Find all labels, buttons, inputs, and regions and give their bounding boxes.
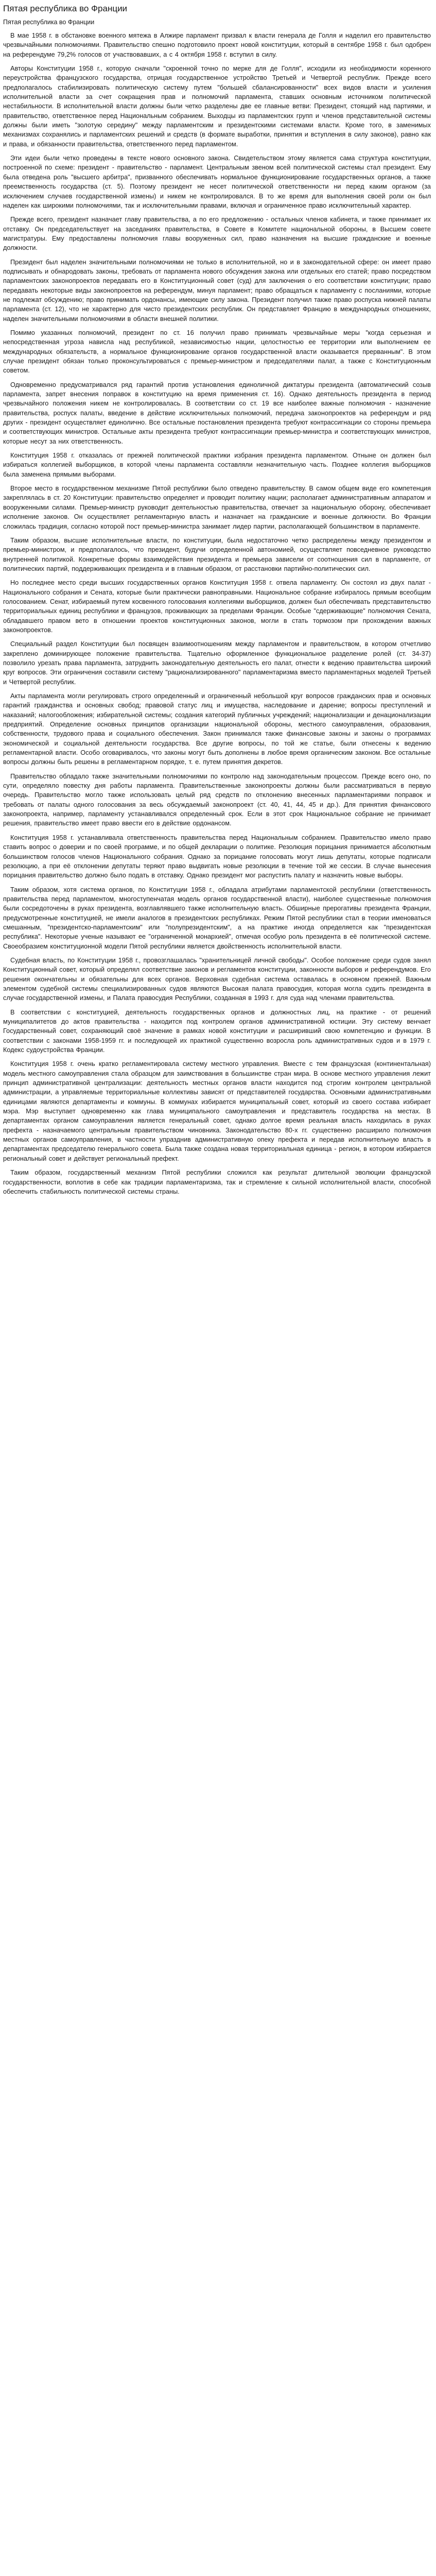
article-paragraph: Конституция 1958 г. отказалась от прежней политической практики избрания президента парламентом. Отныне он должен был избираться коллегией выборщиков, в которой члены парламента составляли незначительную часть. Позднее коллегия выборщиков была заменена прямыми выборами. [3,452,431,478]
article-paragraph: В мае 1958 г. в обстановке военного мятежа в Алжире парламент призвал к власти генерала де Голля и наделил его правительство чрезвычайными полномочиями. Правительство спешно подготовило проект новой конституции, который в сентябре 1958 г. был одобрен на референдуме 79,2% голосов от участвовавших, а с 4 октября 1958 г. вступил в силу. [3,32,431,58]
article-paragraph: Прежде всего, президент назначает главу правительства, а по его предложению - остальных членов кабинета, и также принимает их отставку. Он председательствует на заседаниях правительства, в Совете в Комитете национальной обороны, в Высшем совете магистратуры. Ему предоставлены полномочия главы вооруженных сил, право назначения на высшие гражданские и военные должности. [3,216,431,252]
article-paragraph: Авторы Конституции 1958 г., которую сначали "скроенной точно по мерке для де Голля", исходили из необходимости коренного переустройства французского государства, отрицая государственное устройство Третьей и Четвертой республик. Прежде всего предполагалось стабилизировать политическую систему путем "большей сбалансированности" всех видов власти и усиления исполнительной власти за счет сокращения прав и полномочий парламента, ставших основным источником политической нестабильности. В исполнительной власти должны были четко разделены две ее главные ветви: Президент, стоящий над партиями, и правительство, ответственное перед Национальным собранием. Выходцы из парламентских групп и членов представительной системы должны были иметь "золотую середину" между парламентским и президентскими системами власти. Кроме того, в заменимых механизмах сохранялись и парламентских решений и средств (в формате выработки, принятия и вступления в силу законов), равно как и права, и обязанности правительства, ответственного перед парламентом. [3,65,431,148]
article-paragraph: Конституция 1958 г. устанавливала ответственность правительства перед Национальным собранием. Правительство имело право ставить вопрос о доверии и по своей программе, и по общей декларации о политике. Резолюция порицания принимается абсолютным большинством голосов членов Национального собрания. Однако за порицание голосовать могут лишь депутаты, которые подписали резолюцию, а при её отклонении депутаты теряют право выдвигать новые резолюции в течение той же сессии. В случае вынесения порицания правительство должно было подать в отставку. Однако президент мог распустить палату и назначить новые выборы. [3,834,431,879]
article-paragraph: Президент был наделен значительными полномочиями не только в исполнительной, но и в законодательной сфере: он имеет право подписывать и обнародовать законы, требовать от парламента нового обсуждения закона или отдельных его статей; право посредством парламентских законопроектов передавать его в Конституционный совет (суд) для заключения о его соответствии конституции; право передавать некоторые виды законопроектов на референдум, минуя парламент; право обращаться к парламенту с посланиями, которые не подлежат обсуждению; право принимать ордонансы, имеющие силу закона. Президент получил также право роспуска нижней палаты парламента (ст. 12), что не характерно для чисто президентских республик. Он представляет Францию в международных отношениях, наделен значительными полномочиями в области внешней политики. [3,258,431,323]
article-paragraph: Таким образом, хотя система органов, по Конституции 1958 г., обладала атрибутами парламентской республики (ответственность правительства перед парламентом, многоступенчатая модель органов государственной власти), наиболее существенные полномочия были сосредоточены в руках президента, возглавлявшего также исполнительную власть. Обширные прерогативы президента Франции, предусмотренные конституцией, не имели аналогов в президентских республиках. Режим Пятой республики стал в теории именоваться смешанным, "президентско-парламентским" или "полупрезидентским", а на практике иногда определяется как "президентская республика". Некоторые ученые называют ее "ограниченной монархией", отмечая особую роль президента в её политической системе. Своеобразием конституционной модели Пятой республики является двойственность исполнительной власти. [3,886,431,950]
article-paragraph: Акты парламента могли регулировать строго определенный и ограниченный небольшой круг вопросов гражданских прав и основных гарантий гражданства и основных свобод; правовой статус лиц и имущества, наследование и дарение; вопросы преступлений и наказаний; налогообложения; избирательной системы; создания категорий публичных учреждений; национализации и денационализации предприятий. Определение основных принципов организации национальной обороны, местного самоуправления, образования, собственности, трудового права и социального обеспечения. Закон принимался также финансовые законы и законы о программах экономической и социальной деятельности государства. Все другие вопросы, по той же статье, были отнесены к ведению регламентарной власти. Особо оговаривалось, что законы могут быть дополнены в любое время органическим законом. Все остальные вопросы должны быть решены в регламентарном порядке, т. е. путем принятия декретов. [3,692,431,766]
article-paragraph: В соответствии с конституцией, деятельность государственных органов и должностных лиц, на практике - от решений муниципалитетов до актов правительства - находится под контролем органов административной юстиции. Эту систему венчает Государственный совет, сохраняющий своё значение в рамках новой конституции и расширивший свою компетенцию и функции. В соответствии с законами 1958-1959 гг. и последующей их практикой существенно возросла роль административных судов и в 1979 г. Кодекс судоустройства Франции. [3,1008,431,1054]
article-paragraph: Конституция 1958 г. очень кратко регламентировала систему местного управления. Вместе с тем французская (континентальная) модель местного самоуправления стала образцом для заимствования в большинстве стран мира. В основе местного управления лежит принцип административной централизации: деятельность местных органов власти находится под строгим контролем центральной администрации, а управляемые территориальные коллективы зависят от представителей государства. Основными административными единицами являются департаменты и коммуны. В коммунах избирается муниципальный совет, который из своего состава избирает мэра. Мэр выступает одновременно как глава муниципального самоуправления и представитель государства на местах. В департаментах органом самоуправления является генеральный совет, однако долгое время реальная власть находилась в руках префекта - назначаемого центральным правительством чиновника. Законодательство 80-х гг. существенно расширило полномочия местных органов самоуправления, в частности упразднив административную опеку префекта и передав исполнительную власть в департаментах председателю генерального совета. Была также создана новая территориальная единица - регион, в котором избирается региональный совет и действует региональный префект. [3,1060,431,1162]
article-paragraph: Второе место в государственном механизме Пятой республики было отведено правительству. В самом общем виде его компетенция закреплялась в ст. 20 Конституции: правительство определяет и проводит политику нации; располагает административным аппаратом и вооруженными силами. Премьер-министр руководит деятельностью правительства, отвечает за национальную оборону, обеспечивает исполнение законов. Он осуществляет регламентарную власть и назначает на гражданские и военные должности. Во Франции сложилась традиция, согласно которой пост премьер-министра занимает лидер партии, располагающей большинством в парламенте. [3,485,431,530]
article-paragraph: Таким образом, высшие исполнительные власти, по конституции, была недостаточно четко распределены между президентом и премьер-министром, и предполагалось, что президент, будучи определенной автономией, осуществляет повседневное руководство внутренней политикой. Конкретные формы взаимодействия президента и премьера зависели от соотношения сил в парламенте, от политических партий, поддерживающих президента и в главным образом, от расстановки партийно-политических сил. [3,536,431,572]
article-paragraph: Помимо указанных полномочий, президент по ст. 16 получил право принимать чрезвычайные меры "когда серьезная и непосредственная угроза нависла над республикой, независимостью нации, целостностью ее территории или выполнением ее международных обязательств, а нормальное функционирование органов государственной власти оказывается прерванным". В этом случае президент обязан только проконсультироваться с премьер-министром и председателями палат, а также с Конституционным советом. [3,329,431,375]
article [0,0,436,1207]
page-title: Пятая республика во Франции [3,4,128,13]
article-paragraph: Правительство обладало также значительными полномочиями по контролю над законодательным процессом. Прежде всего оно, по сути, определяло повестку дня работы парламента. Правительственные законопроекты должны были рассматриваться в первую очередь. Правительство могло также использовать целый ряд средств по отклонению внесенных парламентариями поправок и требовать от палаты одного голосования за весь обсуждаемый законопроект (ст. 40, 41, 44, 45 и др.). Для принятия финансового законопроекта, например, парламенту устанавливался определенный срок. Если в этот срок Национальное собрание не принимает решения, правительство имеет право ввести его в действие ордонансом. [3,772,431,827]
article-paragraph: Но последнее место среди высших государственных органов Конституция 1958 г. отвела парламенту. Он состоял из двух палат - Национального собрания и Сената, которые были практически равноправными. Национальное собрание избиралось прямым всеобщим голосованием. Сенат, избираемый путем косвенного голосования коллегиями выборщиков, должен был обеспечивать представительство территориальных единиц республики и французов, проживающих за пределами Франции. Особые "сдерживающие" полномочия Сената, обладавшего правом вето в отношении проектов конституционных законов, могли в стать тормозом при прохождении важных законопроектов. [3,579,431,634]
article-paragraph: Специальный раздел Конституции был посвящен взаимоотношениям между парламентом и правительством, в котором отчетливо закреплено доминирующее положение правительства. Тщательно оформленное функциональное разделение ролей (ст. 34-37) позволило урезать права парламента, затруднить законодательную деятельность его палат, отнести к ведению правительства широкий круг вопросов. Эти ограничения составили систему "рационализированного" парламентаризма вместо парламентарных моделей Третьей и Четвертой республик. [3,640,431,686]
article-body [3,31,431,1196]
article-paragraph: Таким образом, государственный механизм Пятой республики сложился как результат длительной эволюции французской государственности, воплотив в себе как традиции парламентаризма, так и стремление к сильной исполнительной власти, способной обеспечить стабильность политической системы страны. [3,1169,431,1195]
article-paragraph: Одновременно предусматривался ряд гарантий против установления единоличной диктатуры президента (автоматический созыв парламента, запрет внесения поправок в конституцию на время применения ст. 16). Однако деятельность президента в период чрезвычайного положения никем не контролировалась. В соответствии со ст. 19 все наиболее важные полномочия - назначение правительства, роспуск палаты, введение в действие исключительных полномочий, передача законопроектов на референдум и ряд других - президент осуществляет единолично. Все остальные постановления президента требуют контрассигнации со стороны премьера и соответствующих министров. Остальные акты президента требуют контрассигнации премьер-министра и соответствующих министров, которые несут за них ответственность. [3,381,431,445]
article-paragraph: Судебная власть, по Конституции 1958 г., провозглашалась "хранительницей личной свободы". Особое положение среди судов занял Конституционный совет, который определял соответствие законов и регламентов конституции, законности выборов и референдумов. Его решения окончательны и обязательны для всех органов. Верховная судебная система оставалась в основном прежней. Важным элементом судебной системы специализированных судов являются Высокая палата правосудия, которая могла судить президента в случае государственной измены, и Палата правосудия Республики, созданная в 1993 г. для суда над членами правительства. [3,956,431,1002]
article-paragraph: Эти идеи были четко проведены в тексте нового основного закона. Свидетельством этому является сама структура конституции, построенной по схеме: президент - правительство - парламент. Центральным звеном всей политической системы стал президент. Ему была отведена роль "высшего арбитра", призванного обеспечивать нормальное функционирование государственных органов, а также преемственность государства (ст. 5). Поэтому президент не несет политической ответственности ни перед каким органом (за исключением случаев государственной измены) и никем не контролировался. В то же время для выполнения своей роли он был наделен как широкими полномочиями, так и исключительными правами, включая и ограниченное право исключительный характер. [3,155,431,209]
article-subtitle: Пятая республика во Франции [3,19,95,26]
